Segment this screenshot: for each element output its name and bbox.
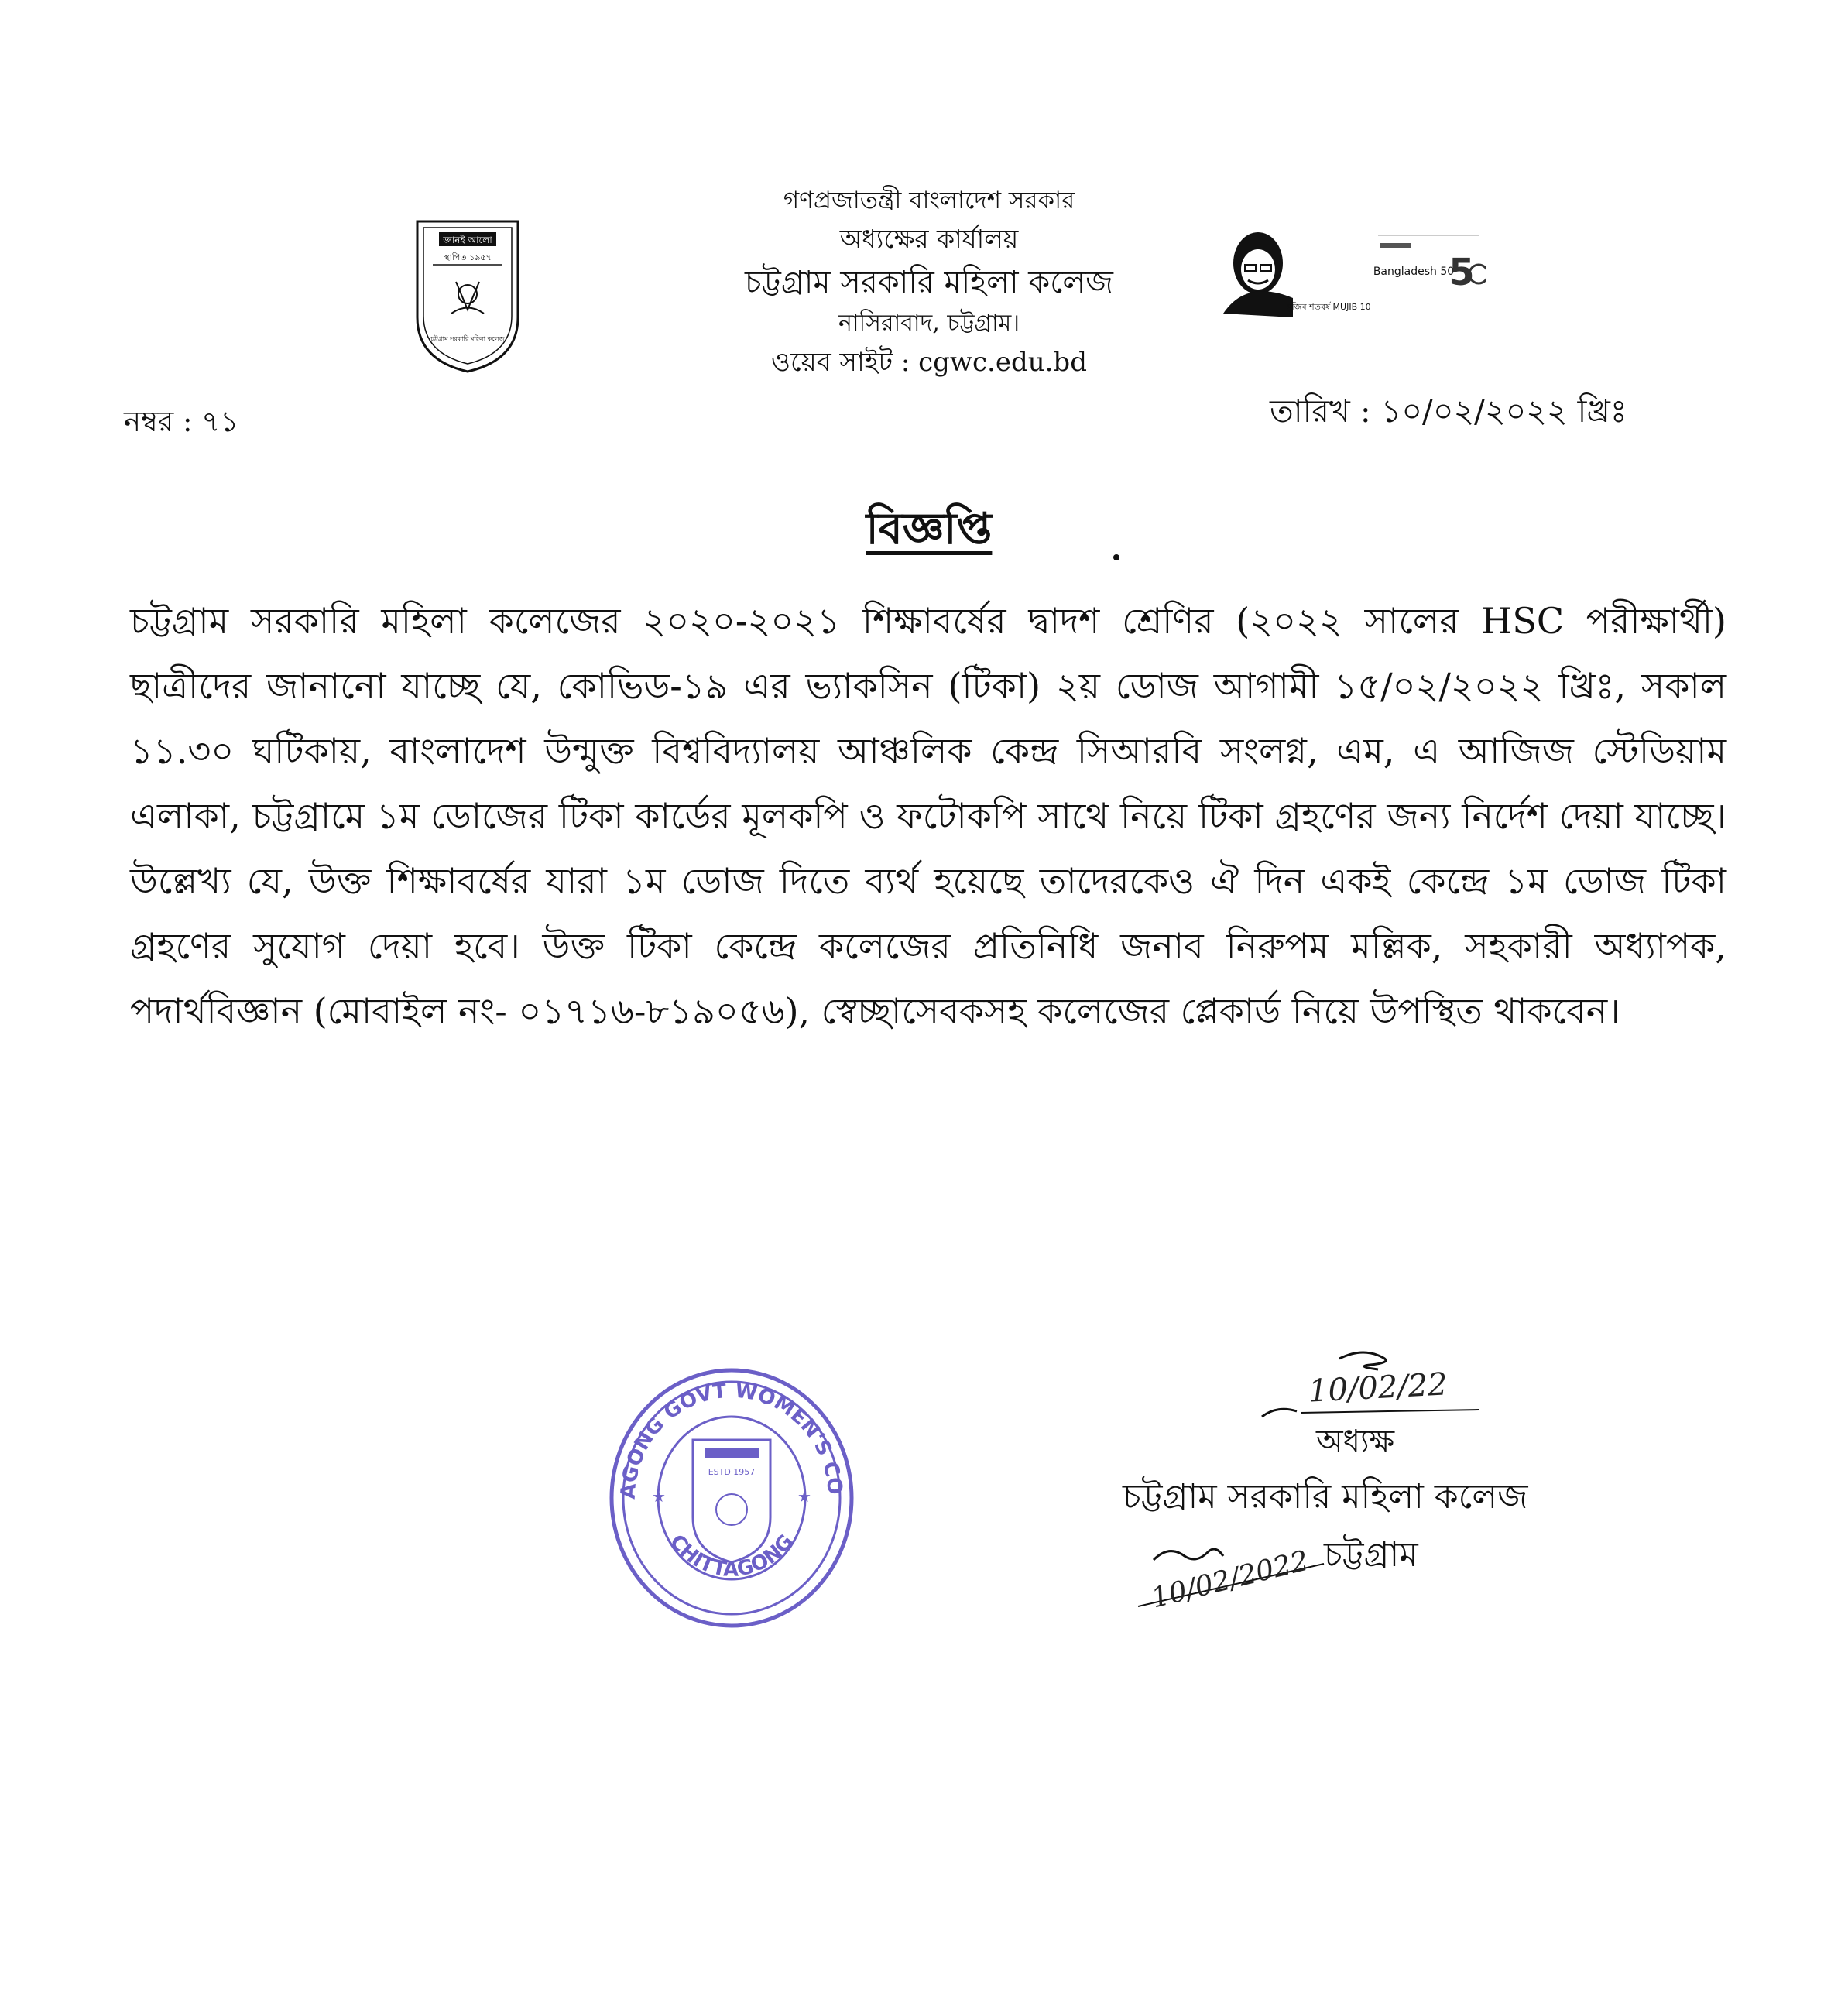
college-address: নাসিরাবাদ, চট্টগ্রাম। <box>838 310 1020 337</box>
notice-title: বিজ্ঞপ্তি <box>866 503 993 554</box>
svg-text:★: ★ <box>797 1487 811 1506</box>
bangladesh-50-logo <box>1370 232 1486 302</box>
college-seal-stamp <box>604 1362 859 1633</box>
stamp-outer-text: AGONG GOVT WOMEN'S CO <box>616 1379 847 1500</box>
signatory-title: অধ্যক্ষ <box>1316 1424 1395 1459</box>
office-line: অধ্যক্ষের কার্যালয় <box>839 224 1019 254</box>
college-logo-name: চট্টগ্রাম সরকারি মহিলা কলেজ <box>430 335 505 342</box>
college-logo-motto: জ্ঞানই আলো <box>443 235 492 245</box>
signatory-place: চট্টগ্রাম <box>1324 1535 1418 1575</box>
mujib-logo-text: মুজিব শতবর্ষ MUJIB 100 <box>1287 302 1370 312</box>
signatory-organization: চট্টগ্রাম সরকারি মহিলা কলেজ <box>1123 1477 1528 1517</box>
ink-dot <box>1113 554 1119 560</box>
memo-number: নম্বর : ৭১ <box>124 405 239 438</box>
notice-body: চট্টগ্রাম সরকারি মহিলা কলেজের ২০২০-২০২১ শিক্ষাবর্ষের দ্বাদশ শ্রেণির (২০২২ সালের HSC পরীক্ষার্থী) ছাত্রীদের জানানো যাচ্ছে যে, কোভিড-১৯ এর ভ্যাকসিন (টিকা) ২য় ডোজ আগামী ১৫/০২/২০২২ খ্রিঃ, সকাল ১১.৩০ ঘটিকায়, বাংলাদেশ উন্মুক্ত বিশ্ববিদ্যালয় আঞ্চলিক কেন্দ্র সিআরবি সংলগ্ন, এম, এ আজিজ স্টেডিয়াম এলাকা, চট্টগ্রামে ১ম ডোজের টিকা কার্ডের মূলকপি ও ফটোকপি সাথে নিয়ে টিকা গ্রহণের জন্য নির্দেশ দেয়া যাচ্ছে। উল্লেখ্য যে, উক্ত শিক্ষাবর্ষের যারা ১ম ডোজ দিতে ব্যর্থ হয়েছে তাদেরকেও ঐ দিন একই কেন্দ্রে ১ম ডোজ টিকা গ্রহণের সুযোগ দেয়া হবে। উক্ত টিকা কেন্দ্রে কলেজের প্রতিনিধি জনাব নিরুপম মল্লিক, সহকারী অধ্যাপক, পদার্থবিজ্ঞান (মোবাইল নং- ০১৭১৬-৮১৯০৫৬), স্বেচ্ছাসেবকসহ কলেজের প্লেকার্ড নিয়ে উপস্থিত থাকবেন। <box>130 600 1726 1032</box>
svg-text:5: 5 <box>1449 251 1475 294</box>
svg-text:CHITTAGONG <box>665 1530 798 1582</box>
college-logo <box>413 217 523 375</box>
government-line: গণপ্রজাতন্ত্রী বাংলাদেশ সরকার <box>783 187 1075 214</box>
college-logo-est: স্থাপিত ১৯৫৭ <box>444 252 492 262</box>
signature-date: 10/02/22 <box>1307 1366 1449 1410</box>
stamp-est: ESTD 1957 <box>708 1467 756 1477</box>
bd50-logo-text: Bangladesh 50 <box>1373 266 1455 278</box>
svg-text:★: ★ <box>652 1487 666 1506</box>
college-website: ওয়েব সাইট : cgwc.edu.bd <box>771 347 1087 378</box>
college-name: চট্টগ্রাম সরকারি মহিলা কলেজ <box>745 265 1113 300</box>
stamp-bottom-text: CHITTAGONG <box>664 1530 799 1582</box>
received-initial-date: 10/02/2022 <box>1148 1544 1312 1615</box>
letterhead <box>619 182 1239 383</box>
memo-date: তারিখ : ১০/০২/২০২২ খ্রিঃ <box>1270 392 1627 430</box>
svg-text:CHITTAGONG GOVT WOMEN'S COLLEG <box>604 1362 846 1500</box>
mujib-100-logo <box>1215 225 1370 321</box>
